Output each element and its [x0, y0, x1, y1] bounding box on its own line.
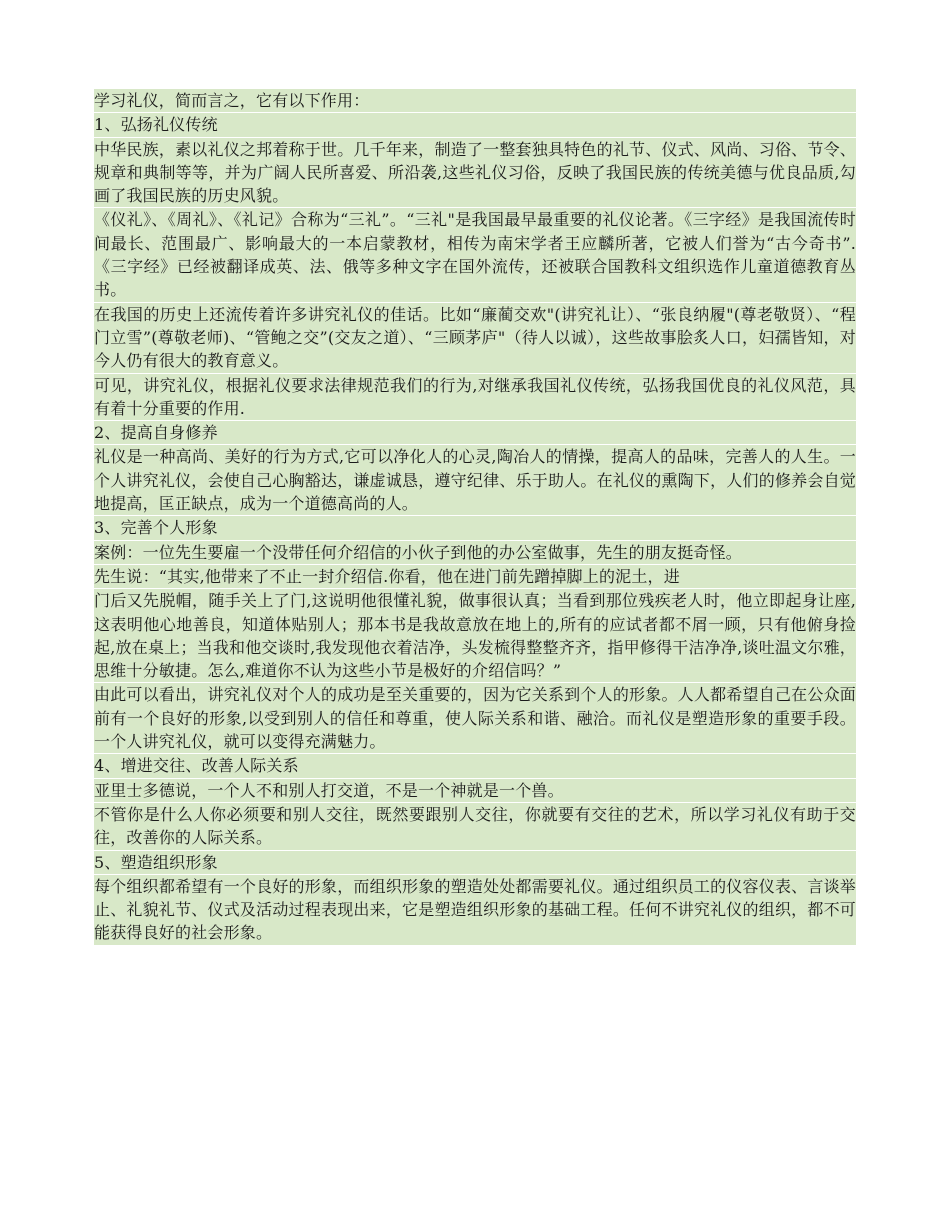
paragraph: 门后又先脱帽，随手关上了门,这说明他很懂礼貌，做事很认真；当看到那位残疾老人时，他立即起身让座,这表明他心地善良，知道体贴别人；那本书是我故意放在地上的,所有的应试者都不屑一顾，只有他俯身捡起,放在桌上；当我和他交谈时,我发现他衣着洁净，头发梳得整整齐齐，指甲修得干洁净净,谈吐温文尔雅，思维十分敏捷。怎么,难道你不认为这些小节是极好的介绍信吗？” [94, 589, 856, 683]
document-body [94, 89, 856, 945]
paragraph: 先生说：“其实,他带来了不止一封介绍信.你看，他在进门前先蹭掉脚上的泥土，进 [94, 565, 856, 589]
paragraph: 不管你是什么人你必须要和别人交往，既然要跟别人交往，你就要有交往的艺术，所以学习礼仪有助于交往，改善你的人际关系。 [94, 803, 856, 851]
intro-paragraph: 学习礼仪，简而言之，它有以下作用： [94, 89, 856, 113]
paragraph: 案例：一位先生要雇一个没带任何介绍信的小伙子到他的办公室做事，先生的朋友挺奇怪。 [94, 541, 856, 565]
paragraph: 可见，讲究礼仪，根据礼仪要求法律规范我们的行为,对继承我国礼仪传统，弘扬我国优良的礼仪风范，具有着十分重要的作用. [94, 374, 856, 422]
paragraph: 礼仪是一种高尚、美好的行为方式,它可以净化人的心灵,陶冶人的情操，提高人的品味，完善人的人生。一个人讲究礼仪，会使自己心胸豁达，谦虚诚恳，遵守纪律、乐于助人。在礼仪的熏陶下，人们的修养会自觉地提高，匡正缺点，成为一个道德高尚的人。 [94, 445, 856, 516]
paragraph: 每个组织都希望有一个良好的形象，而组织形象的塑造处处都需要礼仪。通过组织员工的仪容仪表、言谈举止、礼貌礼节、仪式及活动过程表现出来，它是塑造组织形象的基础工程。任何不讲究礼仪的组织，都不可能获得良好的社会形象。 [94, 876, 856, 943]
paragraph: 由此可以看出，讲究礼仪对个人的成功是至关重要的，因为它关系到个人的形象。人人都希望自己在公众面前有一个良好的形象,以受到别人的信任和尊重，使人际关系和谐、融洽。而礼仪是塑造形象的重要手段。一个人讲究礼仪，就可以变得充满魅力。 [94, 683, 856, 754]
paragraph: 中华民族，素以礼仪之邦着称于世。几千年来，制造了一整套独具特色的礼节、仪式、风尚、习俗、节令、规章和典制等等，并为广阔人民所喜爱、所沿袭,这些礼仪习俗，反映了我国民族的传统美德与优良品质,勾画了我国民族的历史风貌。 [94, 138, 856, 209]
section-heading-5: 5、塑造组织形象 [94, 851, 856, 875]
paragraph: 《仪礼》、《周礼》、《礼记》合称为“三礼”。“三礼"是我国最早最重要的礼仪论著。《三字经》是我国流传时间最长、范围最广、影响最大的一本启蒙教材，相传为南宋学者王应麟所著，它被人们誉为“古今奇书”.《三字经》已经被翻译成英、法、俄等多种文字在国外流传，还被联合国教科文组织选作儿童道德教育丛书。 [94, 208, 856, 302]
section-heading-1: 1、弘扬礼仪传统 [94, 113, 856, 137]
section-heading-2: 2、提高自身修养 [94, 421, 856, 445]
paragraph: 在我国的历史上还流传着许多讲究礼仪的佳话。比如“廉蔺交欢"(讲究礼让）、“张良纳履"(尊老敬贤）、“程门立雪”(尊敬老师)、“管鲍之交”(交友之道）、“三顾茅庐"（待人以诚），这些故事脍炙人口，妇孺皆知，对今人仍有很大的教育意义。 [94, 303, 856, 374]
section-heading-4: 4、增进交往、改善人际关系 [94, 754, 856, 778]
paragraph: 亚里士多德说，一个人不和别人打交道，不是一个神就是一个兽。 [94, 779, 856, 803]
section-heading-3: 3、完善个人形象 [94, 516, 856, 540]
